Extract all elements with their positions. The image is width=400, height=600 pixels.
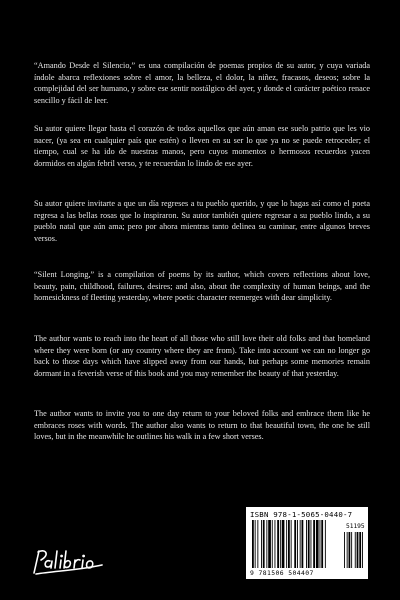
- barcode-bar: [255, 520, 256, 568]
- barcode-addon-bar: [362, 532, 363, 568]
- barcode-bar: [297, 520, 298, 568]
- barcode-bar: [286, 520, 287, 568]
- barcode-bar: [308, 520, 310, 568]
- barcode-bar: [275, 520, 276, 568]
- barcode-bar: [266, 520, 267, 568]
- barcode-digits: 9 781506 504407: [250, 569, 314, 577]
- spanish-paragraph-3: Su autor quiere invitarte a que un día regreses a tu pueblo querido, y que lo hagas así como el poeta regresa a las bellas rosas que lo inspiraron. Su autor también quiere regresar a su pueblo lindo, a su pueblo natal que aún ama; pero por ahora mientras tanto delinea su caminar, entre algunos breves versos.: [34, 199, 370, 243]
- barcode-addon-bar: [344, 532, 345, 568]
- barcode-bar: [311, 520, 312, 568]
- barcode-bar: [288, 520, 290, 568]
- barcode-addon-bar: [347, 532, 348, 568]
- barcode-addon-bar: [349, 532, 351, 568]
- barcode-bar: [268, 520, 271, 568]
- barcode-bar: [282, 520, 285, 568]
- barcode-bar: [294, 520, 296, 568]
- barcode-bar: [325, 520, 326, 568]
- spanish-paragraph-2: Su autor quiere llegar hasta el corazón de todos aquellos que aún aman ese suelo patrio que les vio nacer, (ya sea en cualquier país que estén) o lleven en su ser lo que ya no se puede retroceder; el tiempo, cual se ha ido de nuestras manos, pero cuyos momentos o hermosos recuerdos yacen dormidos en algún febril verso, y te recuerdan lo lindo de ese ayer.: [34, 124, 370, 168]
- barcode-bar: [252, 520, 254, 568]
- barcode-bar: [277, 520, 279, 568]
- barcode-bar: [302, 520, 304, 568]
- english-paragraph-1: “Silent Longing,” is a compilation of poems by its author, which covers reflections about love, beauty, pain, childhood, failures, desires; and also, about the complexity of human beings, and the homesickness of fleeting yesterday, where poetic character reemerges with dear simplicity.: [34, 270, 370, 303]
- barcode-addon-bar: [359, 532, 361, 568]
- palibrio-logo-icon: [30, 543, 110, 577]
- barcode-bar: [263, 520, 265, 568]
- barcode-bar: [316, 520, 319, 568]
- barcode-bar: [320, 520, 321, 568]
- barcode-bar: [300, 520, 301, 568]
- english-paragraph-2: The author wants to reach into the heart of all those who still love their old folks and that homeland where they were born (or any country where they are from). Take into account we can no longer go back to those days which have slipped away from our hands, but perhaps some memories remain dormant in a feverish verse of this book and you may remember the beauty of that yesterday.: [34, 334, 370, 378]
- barcode-bar: [291, 520, 292, 568]
- publisher-logo: [30, 543, 110, 577]
- price-code: 51195: [346, 523, 365, 530]
- barcode-bar: [313, 520, 315, 568]
- barcode-bar: [306, 520, 307, 568]
- barcode-bar: [272, 520, 273, 568]
- english-paragraph-3: The author wants to invite you to one day return to your beloved folks and embrace them like he embraces roses with words. The author also wants to return to that beautiful town, the one he still loves, but in the meanwhile he outlines his walk in a few short verses.: [34, 409, 370, 442]
- barcode-addon-bar: [355, 532, 356, 568]
- spanish-paragraph-1: “Amando Desde el Silencio,” es una compilación de poemas propios de su autor, y cuya variada índole abarca reflexiones sobre el amor, la belleza, el dolor, la niñez, fracasos, deseos; sobre la complejidad del ser humano, y sobre ese sentir nostálgico del ayer, y donde el carácter poético renace sencillo y fácil de leer.: [34, 61, 370, 105]
- isbn-barcode: [246, 507, 368, 579]
- barcode-bar: [261, 520, 262, 568]
- barcode-addon-bar: [351, 532, 352, 568]
- barcode-addon-bar: [357, 532, 359, 568]
- barcode-bar: [321, 520, 323, 568]
- barcode-bar: [280, 520, 281, 568]
- barcode-bar: [257, 520, 258, 568]
- isbn-label: ISBN 978-1-5065-0440-7: [250, 510, 353, 519]
